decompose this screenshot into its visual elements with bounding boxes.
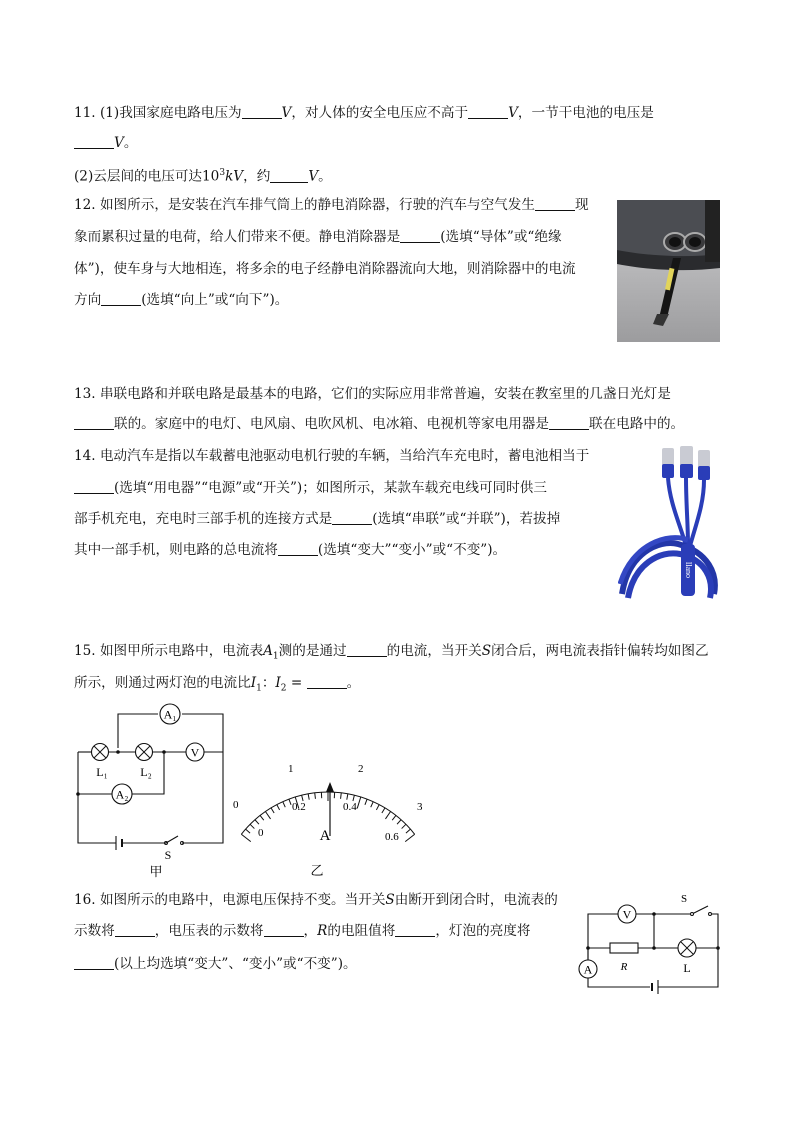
q11-line2 <box>74 133 137 153</box>
answer-blank[interactable] <box>242 104 282 119</box>
figure-caption-jia: 甲 <box>149 864 163 879</box>
meter-tick <box>347 794 348 800</box>
circuit-diagram-q16 <box>574 888 724 1000</box>
meter-tick <box>392 815 396 820</box>
q16-text: (以上均选填“变大”、“变小”或“不变”)。 <box>114 956 357 972</box>
q12-text: 方向 <box>74 292 102 308</box>
lamp-l1-label: L₁ <box>96 765 108 779</box>
answer-blank[interactable] <box>74 955 114 970</box>
q16-text: 16. 如图所示的电路中，电源电压保持不变。当开关 <box>74 892 386 908</box>
q11-text: ，对人体的安全电压应不高于 <box>291 105 469 121</box>
q16-text: 由断开到闭合时，电流表的 <box>394 892 558 908</box>
answer-blank[interactable] <box>395 922 435 937</box>
meter-tick <box>341 793 342 799</box>
answer-blank[interactable] <box>74 134 114 149</box>
q12-text: 象而累积过量的电荷，给人们带来不便。静电消除器是 <box>74 229 401 245</box>
q15-text: = <box>286 675 307 691</box>
q16-text: ， <box>303 923 318 939</box>
q11-text: 。 <box>123 135 138 151</box>
q15-text: 所示，则通过两灯泡的电流比 <box>74 675 251 691</box>
q12-text: 体”)，使车身与大地相连，将多余的电子经静电消除器流向大地，则消除器中的电流 <box>74 261 576 277</box>
q13-text: 13. 串联电路和并联电路是最基本的电路，它们的实际应用非常普遍，安装在教室里的几盏日光灯是 <box>74 386 671 402</box>
switch-symbol: S <box>481 643 492 659</box>
meter-tick <box>250 824 254 828</box>
q14-text: 14. 电动汽车是指以车载蓄电池驱动电机行驶的车辆，当给汽车充电时，蓄电池相当于 <box>74 448 590 464</box>
answer-blank[interactable] <box>549 415 589 430</box>
current-symbol: I <box>275 675 281 691</box>
q11-line1 <box>74 103 654 123</box>
q16-text: ，灯泡的亮度将 <box>435 923 531 939</box>
meter-tick <box>357 797 361 808</box>
meter-tick <box>397 820 401 824</box>
meter-unit: A <box>319 828 331 844</box>
unit-v: V <box>308 168 319 185</box>
meter-tick <box>405 834 414 841</box>
power-exponent: 3 <box>219 168 226 178</box>
q14-line1 <box>74 446 589 466</box>
answer-blank[interactable] <box>468 104 508 119</box>
power-base: 10 <box>202 168 220 185</box>
switch-symbol: S <box>385 892 395 908</box>
q14-line3 <box>74 509 560 529</box>
ammeter-symbol: A <box>263 643 273 659</box>
switch-label: S <box>680 893 688 905</box>
meter-tick <box>406 829 410 833</box>
figure-caption-yi: 乙 <box>310 863 324 878</box>
answer-blank[interactable] <box>101 291 141 306</box>
q15-text: 15. 如图甲所示电路中，电流表 <box>74 643 264 659</box>
unit-v: V <box>281 105 292 121</box>
resistor-label: R <box>620 961 628 973</box>
q12-text: 现 <box>574 197 589 213</box>
q13-text: 联的。家庭中的电灯、电风扇、电吹风机、电冰箱、电视机等家电用器是 <box>114 416 549 432</box>
meter-tick <box>365 799 367 805</box>
q12-line4 <box>74 290 288 310</box>
inner-tick-label: 0.4 <box>343 801 357 813</box>
q14-text: (选填“串联”或“并联”)，若拔掉 <box>372 511 561 527</box>
q15-line2 <box>74 673 360 699</box>
q11-text: ，一节干电池的电压是 <box>517 105 654 121</box>
meter-tick <box>271 808 274 813</box>
q15-text: 闭合后，两电流表指针偏转均如图乙 <box>491 643 709 659</box>
q14-text: (选填“变大”“变小”或“不变”)。 <box>317 542 507 558</box>
q11-line3 <box>74 163 332 187</box>
switch-label: S <box>164 848 172 862</box>
answer-blank[interactable] <box>347 642 387 657</box>
meter-tick <box>241 834 250 841</box>
q13-line2 <box>74 414 684 434</box>
inner-tick-label: 0.2 <box>292 801 306 813</box>
outer-tick-label: 3 <box>417 801 423 813</box>
q14-text: 其中一部手机，则电路的总电流将 <box>74 542 278 558</box>
q11-text: 。 <box>318 168 332 185</box>
lamp-label: L <box>683 961 691 975</box>
ammeter-dial-yi <box>222 752 432 882</box>
meter-pointer-head <box>326 782 334 792</box>
q13-text: 联在电路中的。 <box>589 416 685 432</box>
answer-blank[interactable] <box>74 479 114 494</box>
meter-tick <box>265 812 270 819</box>
q11-text: (2)云层间的电压可达 <box>74 168 203 185</box>
q16-text: ，电压表的示数将 <box>154 923 264 939</box>
q14-text: 部手机充电，充电时三部手机的连接方式是 <box>74 511 333 527</box>
q12-text: (选填“向上”或“向下”)。 <box>141 292 289 308</box>
q13-line1 <box>74 384 671 404</box>
q14-line2 <box>74 478 547 498</box>
q15-text: 测的是通过 <box>278 643 347 659</box>
cable-brand-text: llano <box>684 562 693 578</box>
q16-text: 的电阻值将 <box>327 923 396 939</box>
q14-text: (选填“用电器”“电源”或“开关”)；如图所示，某款车载充电线可同时供三 <box>114 480 547 496</box>
meter-tick <box>289 799 291 805</box>
meter-tick <box>246 829 250 833</box>
answer-blank[interactable] <box>74 415 114 430</box>
car-exhaust-photo <box>617 200 720 342</box>
meter-tick <box>260 815 264 820</box>
answer-blank[interactable] <box>307 674 347 689</box>
q12-line2 <box>74 227 562 247</box>
meter-tick <box>385 812 390 819</box>
q12-line3 <box>74 259 576 279</box>
unit-v: V <box>114 135 124 151</box>
q15-line1 <box>74 641 709 667</box>
answer-blank[interactable] <box>278 541 318 556</box>
q12-text: (选填“导体”或“绝缘 <box>440 229 562 245</box>
lamp-l2-label: L₂ <box>140 765 152 779</box>
q11-text: ，约 <box>243 168 271 185</box>
q12-text: 12. 如图所示，是安装在汽车排气筒上的静电消除器，行驶的汽车与空气发生 <box>74 197 535 213</box>
q15-text: ： <box>261 675 276 691</box>
inner-tick-label: 0 <box>258 827 264 839</box>
answer-blank[interactable] <box>535 196 575 211</box>
unit-v: V <box>508 105 518 121</box>
voltmeter-label: V <box>190 745 200 760</box>
q16-line2 <box>74 921 531 941</box>
meter-tick <box>308 794 309 800</box>
meter-tick <box>315 793 316 799</box>
q14-line4 <box>74 540 506 560</box>
answer-blank[interactable] <box>270 168 308 183</box>
q11-text: 11. (1)我国家庭电路电压为 <box>74 105 242 121</box>
q16-text: 示数将 <box>74 923 115 939</box>
resistor-icon <box>610 943 638 953</box>
q15-text: 。 <box>346 675 361 691</box>
meter-tick <box>382 808 385 813</box>
ammeter-label: A <box>583 962 593 977</box>
q16-line3 <box>74 954 357 974</box>
answer-blank[interactable] <box>332 510 372 525</box>
q15-text: 的电流，当开关 <box>386 643 482 659</box>
answer-blank[interactable] <box>264 922 304 937</box>
resistor-symbol: R <box>317 923 328 939</box>
meter-tick <box>277 805 280 810</box>
answer-blank[interactable] <box>400 228 440 243</box>
unit-kv: kV <box>225 168 244 185</box>
meter-tick <box>283 802 285 807</box>
subscript: 1 <box>272 651 279 662</box>
voltmeter-label: V <box>622 907 632 922</box>
outer-tick-label: 2 <box>358 763 364 775</box>
meter-tick <box>376 805 379 810</box>
subscript: 2 <box>280 683 287 694</box>
q16-line1 <box>74 890 558 910</box>
charging-cable-photo <box>618 444 722 602</box>
q12-line1 <box>74 195 589 215</box>
outer-tick-label: 1 <box>288 763 294 775</box>
subscript: 1 <box>256 683 262 694</box>
meter-tick <box>371 802 373 807</box>
meter-tick <box>402 824 406 828</box>
inner-tick-label: 0.6 <box>385 831 399 843</box>
answer-blank[interactable] <box>115 922 155 937</box>
ammeter-a2-label: A₂ <box>115 787 129 802</box>
meter-tick <box>255 820 259 824</box>
outer-tick-label: 0 <box>233 799 239 811</box>
ammeter-a1-label: A₁ <box>163 707 177 722</box>
circuit-diagram-jia <box>70 700 240 880</box>
current-symbol: I <box>250 675 257 691</box>
